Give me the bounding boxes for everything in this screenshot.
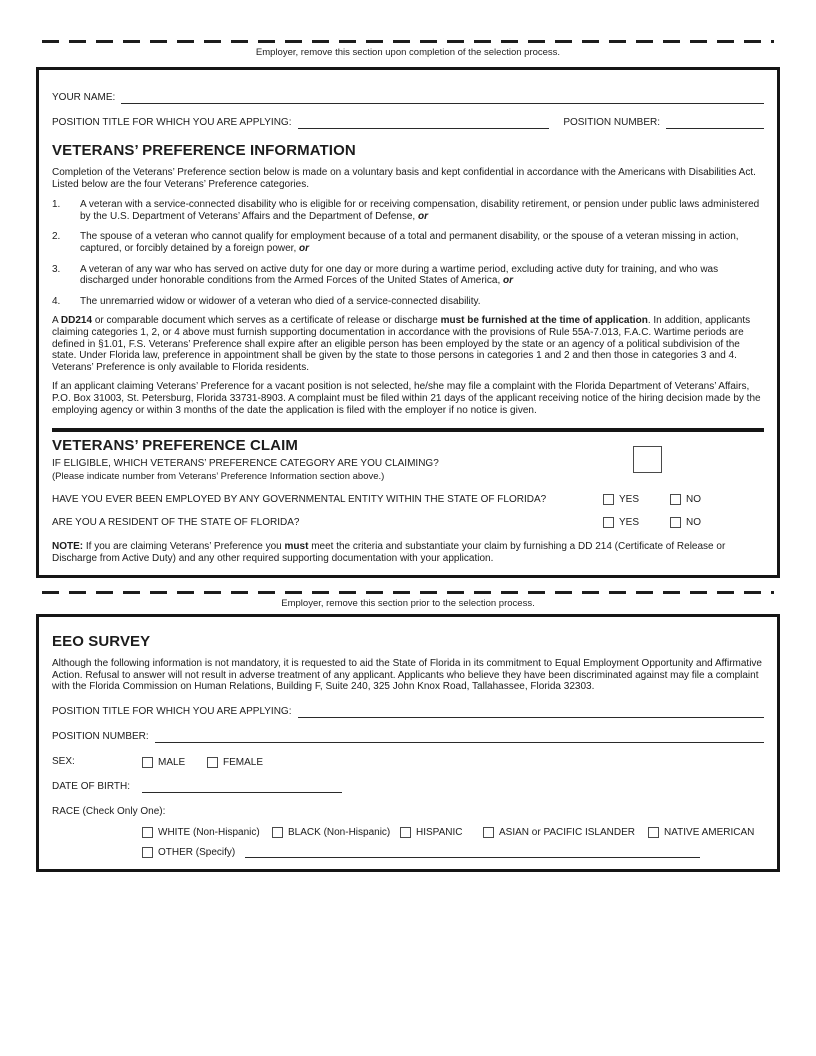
vp-category-item: [52, 231, 764, 254]
race-other-specify-input-line[interactable]: [245, 847, 700, 858]
race-native-american-label: NATIVE AMERICAN: [664, 827, 755, 839]
eeo-position-title-label: POSITION TITLE FOR WHICH YOU ARE APPLYING:: [52, 706, 292, 718]
race-asian-pacific-option: [483, 827, 648, 838]
note-paragraph: [52, 541, 764, 564]
position-title-label: POSITION TITLE FOR WHICH YOU ARE APPLYING:: [52, 117, 292, 128]
note-bold: must: [284, 541, 309, 553]
sex-row: [52, 756, 764, 768]
dd214-bold: must be furnished at the time of application: [440, 315, 648, 327]
race-hispanic-option: [400, 827, 483, 838]
resident-no-checkbox[interactable]: [670, 517, 681, 528]
tearoff-instruction-mid: Employer, remove this section prior to the selection process.: [281, 598, 535, 610]
vp-category-number: 1.: [52, 199, 61, 211]
race-other-option: [142, 847, 235, 858]
male-label: MALE: [158, 756, 186, 768]
vp-claim-title: VETERANS’ PREFERENCE CLAIM: [52, 437, 298, 455]
vp-category-number: 4.: [52, 295, 61, 307]
position-number-label: POSITION NUMBER:: [563, 117, 660, 128]
race-asian-pacific-label: ASIAN or PACIFIC ISLANDER: [499, 827, 635, 839]
vp-category-body: A veteran with a service-connected disability who is eligible for or receiving compensation, disability retirement, or pension under public laws administered by the U.S. Department of Veterans’ Affairs and the Department of Defense,: [80, 199, 760, 222]
female-label: FEMALE: [223, 756, 264, 768]
eeo-survey-section: [36, 614, 780, 872]
note-text: meet the criteria and substantiate your claim by furnishing a DD 214 (Certificate of Release or Discharge from Active Duty) and any other required supporting documentation with your application.: [52, 541, 726, 564]
your-name-label: YOUR NAME:: [52, 92, 116, 103]
claim-category-note: (Please indicate number from Veterans’ Preference Information section above.): [52, 471, 385, 483]
position-number-input-line[interactable]: [666, 117, 764, 129]
dd214-bold: DD214: [60, 315, 93, 327]
vp-info-title: VETERANS’ PREFERENCE INFORMATION: [52, 142, 356, 159]
yes-label: YES: [619, 517, 640, 529]
sex-female-option: [207, 757, 263, 768]
resident-yes-checkbox[interactable]: [603, 517, 614, 528]
resident-no-option: [670, 517, 764, 528]
position-title-input-line[interactable]: [298, 117, 550, 129]
note-label: NOTE:: [52, 541, 84, 553]
dob-row: [52, 781, 764, 793]
race-hispanic-checkbox[interactable]: [400, 827, 411, 838]
vp-category-number: 2.: [52, 231, 61, 243]
employed-yes-checkbox[interactable]: [603, 494, 614, 505]
female-checkbox[interactable]: [207, 757, 218, 768]
sex-male-option: [142, 757, 207, 768]
perforation-line-mid: [42, 591, 774, 594]
eeo-title: EEO SURVEY: [52, 633, 151, 651]
vp-category-item: [52, 199, 764, 222]
employed-yes-option: [603, 494, 670, 505]
vp-info-intro: Completion of the Veterans’ Preference section below is made on a voluntary basis and kept confidential in accordance with the Americans with Disabilities Act. Listed below are the four Veterans’ Preference categories.: [52, 167, 756, 190]
dd214-text: A: [52, 315, 61, 327]
race-black-label: BLACK (Non-Hispanic): [288, 827, 391, 839]
your-name-row: [52, 92, 764, 104]
employed-question: HAVE YOU EVER BEEN EMPLOYED BY ANY GOVERNMENTAL ENTITY WITHIN THE STATE OF FLORIDA?: [52, 494, 547, 506]
dob-label: DATE OF BIRTH:: [52, 781, 130, 793]
veterans-preference-section: [36, 67, 780, 578]
your-name-input-line[interactable]: [121, 92, 764, 104]
eeo-intro: Although the following information is not mandatory, it is requested to aid the State of Florida in its commitment to Equal Employment Opportunity and Affirmative Action. Refusal to answer will not result in adverse treatment of any applicant. Applicants who believe they have been discriminated against may file a complaint with the Florida Commission on Human Relations, Building F, Suite 240, 325 John Knox Road, Tallahassee, Florida 32303.: [52, 658, 762, 693]
race-black-checkbox[interactable]: [272, 827, 283, 838]
vp-category-text: [80, 231, 764, 254]
eeo-position-number-row: [52, 731, 764, 743]
dd214-text: or comparable document which serves as a certificate of release or discharge: [92, 315, 441, 327]
claim-category-entry-box[interactable]: [633, 446, 662, 473]
vp-category-text: [80, 199, 764, 222]
vp-category-text: [80, 296, 764, 308]
position-title-row: [52, 117, 764, 129]
race-label: RACE (Check Only One):: [52, 806, 166, 818]
claim-category-question: IF ELIGIBLE, WHICH VETERANS’ PREFERENCE CATEGORY ARE YOU CLAIMING?: [52, 458, 439, 470]
race-native-american-option: [648, 827, 754, 838]
vp-category-item: [52, 296, 764, 308]
race-white-checkbox[interactable]: [142, 827, 153, 838]
employed-no-checkbox[interactable]: [670, 494, 681, 505]
vp-category-text: [80, 264, 764, 287]
no-label: NO: [686, 517, 701, 529]
vp-category-or: or: [417, 210, 428, 222]
resident-question-row: [52, 517, 764, 528]
employed-question-row: [52, 494, 764, 505]
race-black-option: [272, 827, 400, 838]
no-label: NO: [686, 494, 701, 506]
vp-category-or: or: [503, 275, 514, 287]
eeo-position-number-input-line[interactable]: [155, 731, 764, 743]
vp-category-or: or: [299, 242, 310, 254]
resident-yes-option: [603, 517, 670, 528]
employed-no-option: [670, 494, 764, 505]
race-options-row: [142, 827, 764, 838]
vp-category-body: The spouse of a veteran who cannot qualify for employment because of a total and permanent disability, or the spouse of a veteran missing in action, captured, or forcibly detained by a foreign power,: [80, 231, 739, 254]
race-native-american-checkbox[interactable]: [648, 827, 659, 838]
race-other-row: [142, 847, 764, 858]
vp-category-body: A veteran of any war who has served on active duty for one day or more during a wartime period, excluding active duty for training, and who was discharged under honorable conditions from the Armed Forces of the United States of America,: [80, 263, 719, 287]
race-other-checkbox[interactable]: [142, 847, 153, 858]
vp-category-number: 3.: [52, 263, 61, 275]
race-white-label: WHITE (Non-Hispanic): [158, 827, 260, 839]
complaint-paragraph: If an applicant claiming Veterans’ Preference for a vacant position is not selected, he/she may file a complaint with the Florida Department of Veterans’ Affairs, P.O. Box 31003, St. Petersburg, Florida 33731-8903. A complaint must be filed within 21 days of the applicant receiving notice of the hiring decision made by the employing agency or within 3 months of the date the application is filed with the employer if no notice is given.: [52, 381, 761, 416]
race-hispanic-label: HISPANIC: [416, 827, 463, 839]
vp-claim-block: [52, 437, 764, 528]
vp-category-item: [52, 264, 764, 287]
section-divider-rule: [52, 428, 764, 432]
tearoff-instruction-top: Employer, remove this section upon completion of the selection process.: [255, 47, 561, 58]
note-text: If you are claiming Veterans’ Preference you: [83, 541, 285, 553]
dd214-paragraph: [52, 315, 764, 373]
dob-input-line[interactable]: [142, 781, 342, 793]
perforation-line-top: [42, 40, 774, 43]
vp-category-body: The unremarried widow or widower of a veteran who died of a service-connected disability.: [80, 295, 481, 307]
race-asian-pacific-checkbox[interactable]: [483, 827, 494, 838]
tearoff-mid: [0, 591, 816, 609]
eeo-position-title-input-line[interactable]: [298, 706, 765, 718]
eeo-position-number-label: POSITION NUMBER:: [52, 731, 149, 743]
yes-label: YES: [619, 494, 640, 506]
dd214-text: . In addition, applicants claiming categories 1, 2, or 4 above must furnish supporting documentation in accordance with the provisions of Rule 55A-7.013, F.A.C. Wartime periods are defined in §1.01, F.S. Veterans’ Preference shall expire after an eligible person has been employed by the state or an agency of a political subdivision of the state. Under Florida law, preference in appointment shall be given by the state to those persons in categories 1 and 2 and then those in categories 3 and 4. Veterans’ Preference is only available to Florida residents.: [52, 315, 751, 373]
race-white-option: [142, 827, 272, 838]
resident-question: ARE YOU A RESIDENT OF THE STATE OF FLORIDA?: [52, 517, 300, 529]
male-checkbox[interactable]: [142, 757, 153, 768]
eeo-position-title-row: [52, 706, 764, 718]
tearoff-top: [0, 40, 816, 58]
race-other-label: OTHER (Specify): [158, 847, 236, 859]
sex-label: SEX:: [52, 756, 75, 768]
